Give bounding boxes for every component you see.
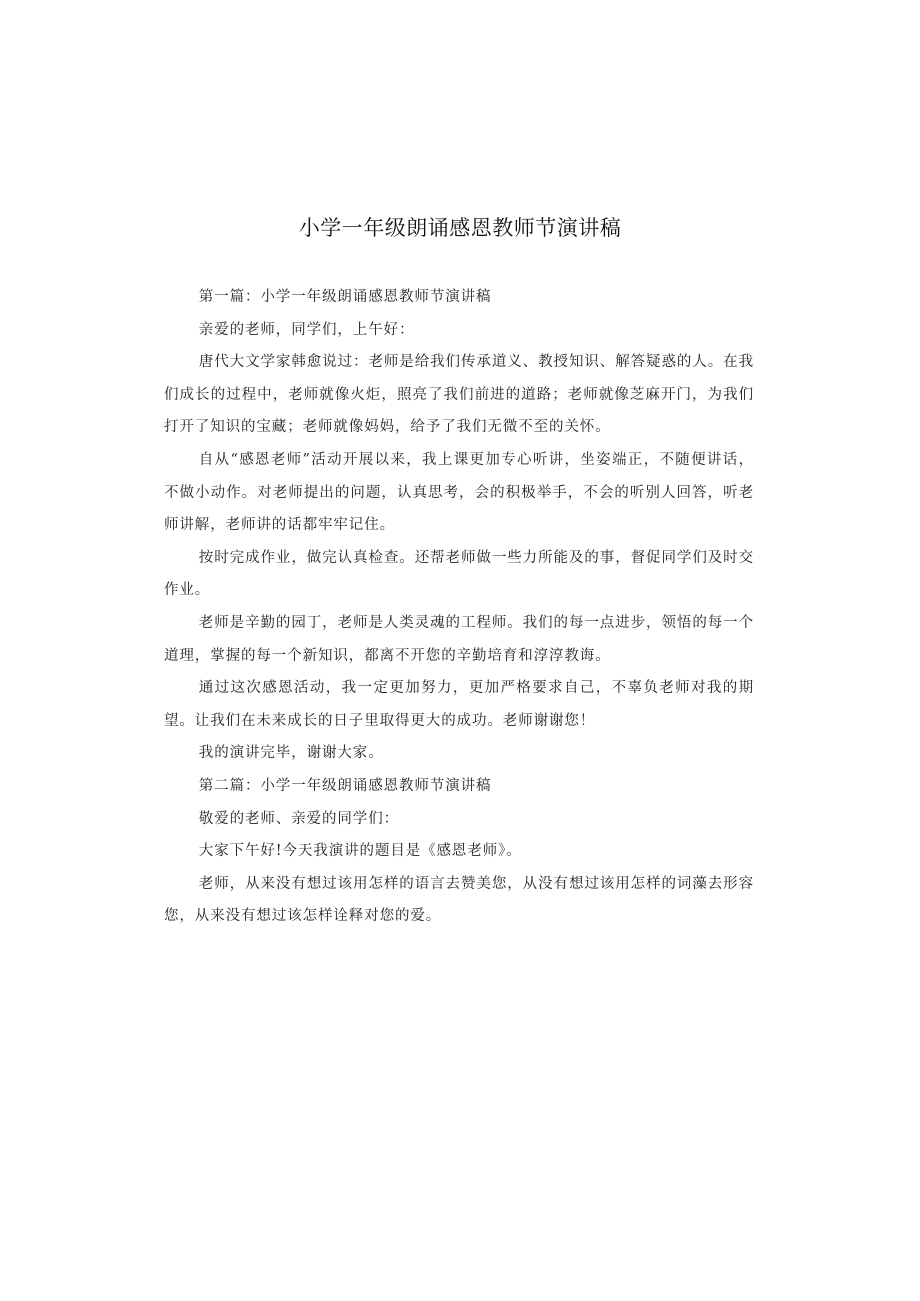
paragraph-closing: 我的演讲完毕，谢谢大家。 [198, 745, 384, 762]
paragraph-part1-heading: 第一篇：小学一年级朗诵感恩教师节演讲稿 [198, 289, 492, 305]
document-title: 小学一年级朗诵感恩教师节演讲稿 [298, 216, 622, 240]
paragraph-effort: 通过这次感恩活动，我一定更加努力，更加严格要求自己，不辜负老师对我的期望。让我们在未来成长的日子里取得更大的成功。老师谢谢您！ [164, 680, 754, 729]
paragraph-greeting: 亲爱的老师，同学们，上午好： [198, 321, 415, 338]
paragraph-activity: 自从“感恩老师”活动开展以来，我上课更加专心听讲，坐姿端正，不随便讲话，不做小动作。对老师提出的问题，认真思考，会的积极举手，不会的听别人回答，听老师讲解，老师讲的话都牢牢记住。 [164, 451, 754, 534]
paragraph-han-yu-quote: 唐代大文学家韩愈说过：老师是给我们传承道义、教授知识、解答疑惑的人。在我们成长的过程中，老师就像火炬，照亮了我们前进的道路；老师就像芝麻开门，为我们打开了知识的宝藏；老师就像妈妈，给予了我们无微不至的关怀。 [164, 354, 754, 436]
paragraph-praise: 老师，从来没有想过该用怎样的语言去赞美您，从没有想过该用怎样的词藻去形容您，从来没有想过该怎样诠释对您的爱。 [164, 875, 754, 925]
paragraph-topic: 大家下午好!今天我演讲的题目是《感恩老师》。 [198, 843, 522, 860]
paragraph-part2-heading: 第二篇：小学一年级朗诵感恩教师节演讲稿 [198, 777, 492, 794]
document-body [164, 281, 754, 933]
paragraph-greeting-2: 敬爱的老师、亲爱的同学们： [198, 810, 399, 827]
paragraph-homework: 按时完成作业，做完认真检查。还帮老师做一些力所能及的事，督促同学们及时交作业。 [164, 549, 754, 599]
paragraph-gardener: 老师是辛勤的园丁，老师是人类灵魂的工程师。我们的每一点进步，领悟的每一个道理，掌握的每一个新知识，都离不开您的辛勤培育和淳淳教诲。 [164, 614, 754, 664]
